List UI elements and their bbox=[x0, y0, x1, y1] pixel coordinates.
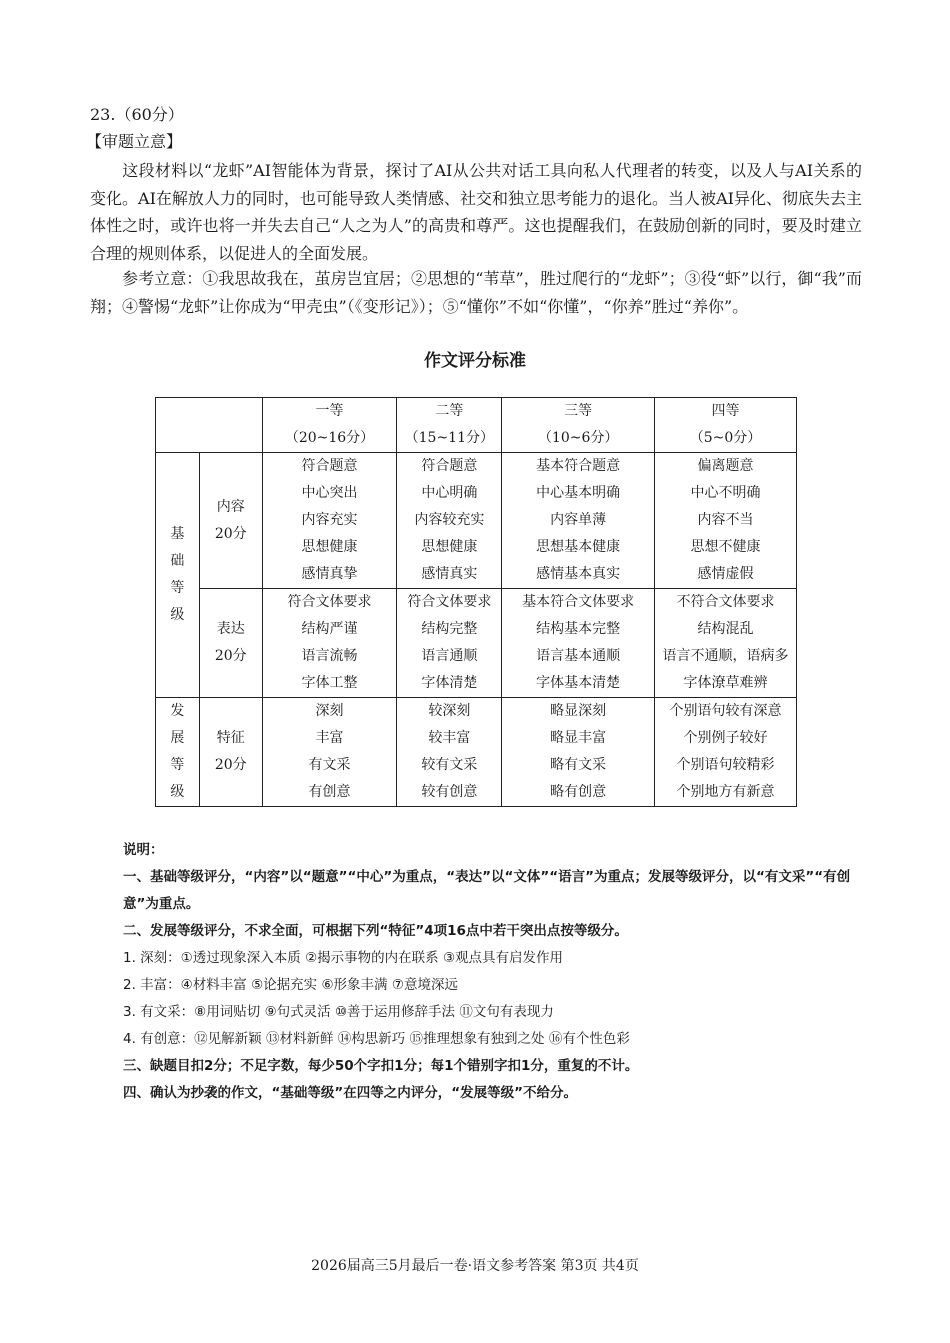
table-row-content bbox=[156, 453, 797, 589]
grade-header: 一等 （20~16分） bbox=[262, 398, 397, 453]
grade-header: 二等 （15~11分） bbox=[397, 398, 502, 453]
content-label-cell: 内容 20分 bbox=[199, 453, 262, 589]
feature-grade4-cell: 个别语句较有深意 个别例子较好 个别语句较精彩 个别地方有新意 bbox=[655, 698, 797, 807]
grade-header: 四等 （5~0分） bbox=[655, 398, 797, 453]
table-header-row bbox=[156, 398, 797, 453]
notes-section bbox=[123, 837, 868, 1107]
note-sub-4: 4. 有创意：⑫见解新颖 ⑬材料新鲜 ⑭构思新巧 ⑮推理想象有独到之处 ⑯有个性色彩 bbox=[123, 1031, 630, 1047]
section-label: 【审题立意】 bbox=[86, 132, 183, 151]
analysis-paragraph bbox=[90, 157, 862, 267]
expression-grade1-cell: 符合文体要求 结构严谨 语言流畅 字体工整 bbox=[262, 589, 397, 698]
expression-label-cell: 表达 20分 bbox=[199, 589, 262, 698]
feature-grade3-cell: 略显深刻 略显丰富 略有文采 略有创意 bbox=[502, 698, 655, 807]
note-sub-1: 1. 深刻：①透过现象深入本质 ②揭示事物的内在联系 ③观点具有启发作用 bbox=[123, 950, 564, 966]
content-grade3-cell: 基本符合题意 中心基本明确 内容单薄 思想基本健康 感情基本真实 bbox=[502, 453, 655, 589]
notes-heading: 说明： bbox=[123, 842, 164, 858]
page-footer: 2026届高三5月最后一卷·语文参考答案 第3页 共4页 bbox=[311, 1258, 639, 1274]
feature-grade1-cell: 深刻 丰富 有文采 有创意 bbox=[262, 698, 397, 807]
content-grade2-cell: 符合题意 中心明确 内容较充实 思想健康 感情真实 bbox=[397, 453, 502, 589]
expression-grade3-cell: 基本符合文体要求 结构基本完整 语言基本通顺 字体基本清楚 bbox=[502, 589, 655, 698]
note-item-2: 二、发展等级评分，不求全面，可根据下列“特征”4项16点中若干突出点按等级分。 bbox=[123, 923, 628, 939]
table-row-feature bbox=[156, 698, 797, 807]
table-title: 作文评分标准 bbox=[424, 351, 526, 371]
table-row-expression bbox=[156, 589, 797, 698]
grade-header: 三等 （10~6分） bbox=[502, 398, 655, 453]
note-item-1: 一、基础等级评分，“内容”以“题意”“中心”为重点，“表达”以“文体”“语言”为重点；发展等级评分，以“有文采”“有创意”为重点。 bbox=[123, 869, 851, 912]
analysis-text: 这段材料以“龙虾”AI智能体为背景，探讨了AI从公共对话工具向私人代理者的转变，以及人与AI关系的变化。AI在解放人力的同时，也可能导致人类情感、社交和独立思考能力的退化。当人被AI异化、彻底失去主体性之时，或许也将一并失去自己“人之为人”的高贵和尊严。这也提醒我们，在鼓励创新的同时，要及时建立合理的规则体系，以促进人的全面发展。 bbox=[90, 161, 862, 263]
feature-grade2-cell: 较深刻 较丰富 较有文采 较有创意 bbox=[397, 698, 502, 807]
basic-level-cell: 基础等级 bbox=[156, 453, 200, 698]
note-item-4: 四、确认为抄袭的作文，“基础等级”在四等之内评分，“发展等级”不给分。 bbox=[123, 1085, 577, 1101]
reference-ideas-text: 参考立意：①我思故我在，茧房岂宜居；②思想的“苇草”，胜过爬行的“龙虾”；③役“虾”以行，御“我”而翔；④警惕“龙虾”让你成为“甲壳虫”（《变形记》）；⑤“懂你”不如“你懂”，“你养”胜过“养你”。 bbox=[90, 269, 862, 316]
note-item-3: 三、缺题目扣2分；不足字数，每少50个字扣1分；每1个错别字扣1分，重复的不计。 bbox=[123, 1058, 639, 1074]
expression-grade4-cell: 不符合文体要求 结构混乱 语言不通顺，语病多 字体潦草难辨 bbox=[655, 589, 797, 698]
scoring-table bbox=[155, 397, 797, 807]
reference-ideas-paragraph bbox=[90, 265, 862, 320]
dev-level-cell: 发展等级 bbox=[156, 698, 200, 807]
expression-grade2-cell: 符合文体要求 结构完整 语言通顺 字体清楚 bbox=[397, 589, 502, 698]
content-grade4-cell: 偏离题意 中心不明确 内容不当 思想不健康 感情虚假 bbox=[655, 453, 797, 589]
note-sub-3: 3. 有文采：⑧用词贴切 ⑨句式灵活 ⑩善于运用修辞手法 ⑪文句有表现力 bbox=[123, 1004, 554, 1020]
content-grade1-cell: 符合题意 中心突出 内容充实 思想健康 感情真挚 bbox=[262, 453, 397, 589]
feature-label-cell: 特征 20分 bbox=[199, 698, 262, 807]
note-sub-2: 2. 丰富：④材料丰富 ⑤论据充实 ⑥形象丰满 ⑦意境深远 bbox=[123, 977, 458, 993]
header-blank-cell bbox=[156, 398, 263, 453]
question-number: 23.（60分） bbox=[90, 105, 184, 124]
